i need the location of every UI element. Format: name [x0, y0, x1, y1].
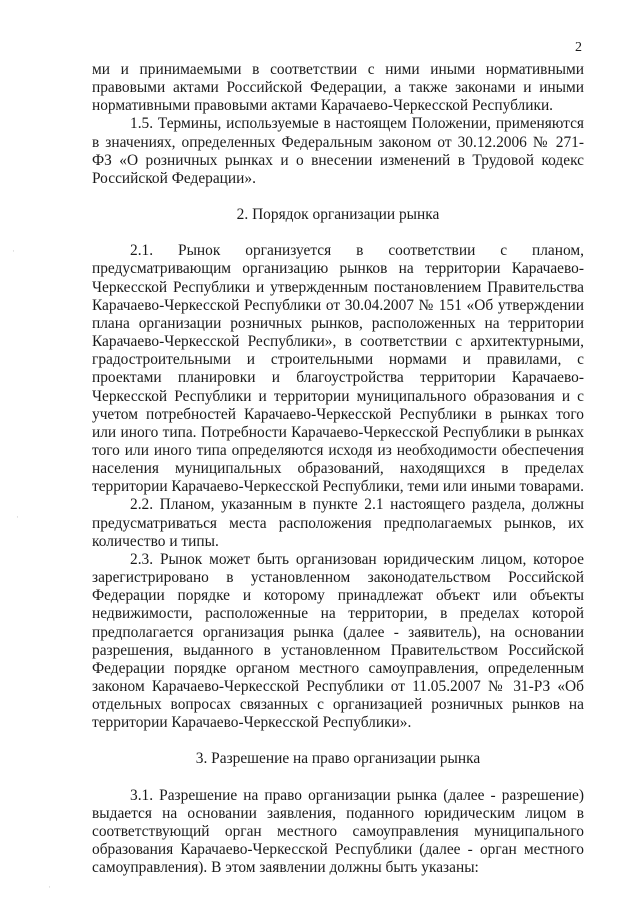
scan-speck: · [16, 512, 19, 522]
paragraph-2-3: 2.3. Рынок может быть организован юридическим лицом, которое зарегистрировано в установленном законодательством Российской Федерации порядке и которому принадлежат объект или объекты недвижимости, расположенные на территории, в пределах которой предполагается организация рынка (далее - заявитель), на основании разрешения, выданного в установленном Правительством Российской Федерации порядке органом местного самоуправления, определенным законом Карачаево-Черкесской Республики от 11.05.2007 № 31-РЗ «Об отдельных вопросах связанных с организацией розничных рынков на территории Карачаево-Черкесской Республики». [92, 550, 584, 732]
scan-speck: · [12, 246, 15, 256]
scan-speck: · [48, 882, 51, 892]
section-2-heading: 2. Порядок организации рынка [236, 206, 440, 224]
paragraph-1-5: 1.5. Термины, используемые в настоящем Положении, применяются в значениях, определенных Федеральным законом от 30.12.2006 № 271-ФЗ «О розничных рынках и о внесении изменений в Трудовой кодекс Российской Федерации». [92, 115, 584, 187]
paragraph-3-1: 3.1. Разрешение на право организации рынка (далее - разрешение) выдается на основании заявления, поданного юридическим лицом в соответствующий орган местного самоуправления муниципального образования Карачаево-Черкесской Республики (далее - орган местного самоуправления). В этом заявлении должны быть указаны: [92, 786, 584, 877]
document-body [92, 61, 584, 877]
paragraph-2-1: 2.1. Рынок организуется в соответствии с планом, предусматривающим организацию рынков на территории Карачаево-Черкесской Республики и утвержденным постановлением Правительства Карачаево-Черкесской Республики от 30.04.2007 № 151 «Об утверждении плана организации розничных рынков, расположенных на территории Карачаево-Черкесской Республики», в соответствии с архитектурными, градостроительными и строительными нормами и правилами, с проектами планировки и благоустройства территории Карачаево-Черкесской Республики и территории муниципального образования и с учетом потребностей Карачаево-Черкесской Республики в рынках того или иного типа. Потребности Карачаево-Черкесской Республики в рынках того или иного типа определяются исходя из необходимости обеспечения населения муниципальных образований, находящихся в пределах территории Карачаево-Черкесской Республики, теми или иными товарами. [92, 242, 584, 496]
section-3-heading: 3. Разрешение на право организации рынка [195, 750, 481, 768]
paragraph-continuation: ми и принимаемыми в соответствии с ними иными нормативными правовыми актами Российской Федерации, а также законами и иными нормативными правовыми актами Карачаево-Черкесской Республики. [92, 61, 584, 115]
paragraph-2-2: 2.2. Планом, указанным в пункте 2.1 настоящего раздела, должны предусматриваться места расположения предполагаемых рынков, их количество и типы. [92, 496, 584, 550]
page-number: 2 [575, 40, 582, 55]
